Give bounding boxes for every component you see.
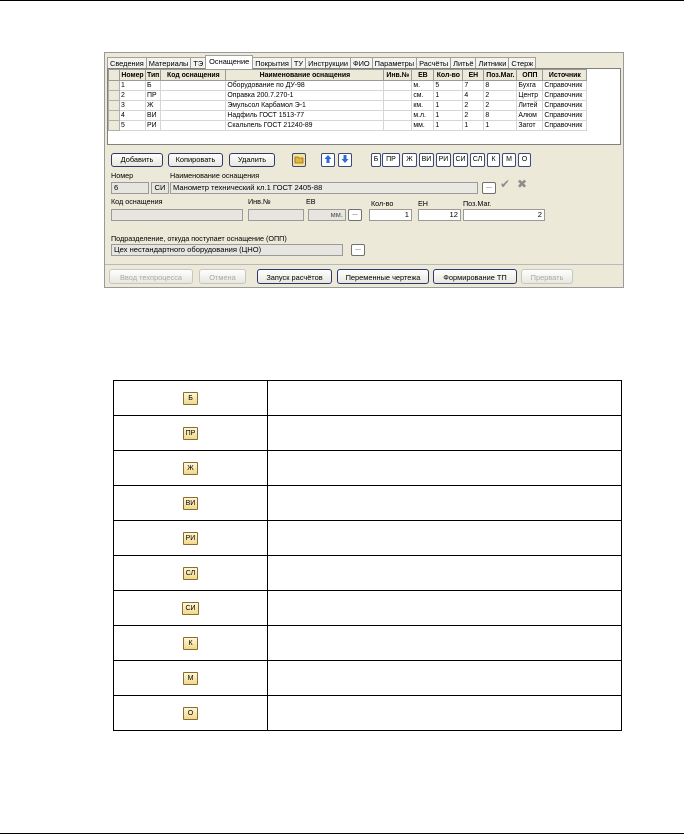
table-row[interactable] xyxy=(109,121,587,131)
col-header-inv[interactable]: Инв.№ xyxy=(384,70,412,81)
tab-svedeniya[interactable]: Сведения xyxy=(107,57,147,69)
enter-process-button[interactable]: Ввод техпроцесса xyxy=(109,269,193,284)
type-button[interactable]: М xyxy=(502,153,516,167)
name-label: Наименование оснащения xyxy=(170,171,260,180)
legend-key-button: ПР xyxy=(183,427,199,440)
table-cell: Ж xyxy=(146,101,161,111)
dept-label: Подразделение, откуда поступает оснащение (ОПП) xyxy=(111,234,287,243)
ev-browse-button[interactable]: ... xyxy=(348,209,362,221)
legend-row xyxy=(114,661,622,696)
legend-key-cell xyxy=(114,591,268,626)
legend-key-cell xyxy=(114,521,268,556)
tab-parametry[interactable]: Параметры xyxy=(372,57,417,69)
legend-key-button: ВИ xyxy=(183,497,199,510)
table-cell xyxy=(384,101,412,111)
col-header-ev[interactable]: ЕВ xyxy=(412,70,434,81)
application-window xyxy=(104,52,624,288)
folder-icon[interactable] xyxy=(292,153,306,167)
pos-field[interactable]: 2 xyxy=(463,209,545,221)
legend-row xyxy=(114,416,622,451)
table-cell: Справочник xyxy=(543,111,587,121)
col-header-opp[interactable]: ОПП xyxy=(517,70,543,81)
legend-description-cell xyxy=(268,591,622,626)
legend-row xyxy=(114,696,622,731)
col-header xyxy=(109,70,120,81)
type-field[interactable]: СИ xyxy=(151,182,169,194)
legend-key-cell xyxy=(114,451,268,486)
tab-fio[interactable]: ФИО xyxy=(350,57,373,69)
table-cell xyxy=(161,81,226,91)
table-cell: 8 xyxy=(484,81,517,91)
tab-bar xyxy=(107,55,623,69)
type-button[interactable]: РИ xyxy=(436,153,451,167)
code-field[interactable] xyxy=(111,209,243,221)
col-header-kolvo[interactable]: Кол-во xyxy=(434,70,463,81)
legend-row xyxy=(114,626,622,661)
legend-key-cell xyxy=(114,626,268,661)
table-cell: Б xyxy=(146,81,161,91)
en-label: ЕН xyxy=(418,199,428,208)
tab-raschety[interactable]: Расчёты xyxy=(416,57,451,69)
type-button[interactable]: ПР xyxy=(382,153,400,167)
dept-browse-button[interactable]: ... xyxy=(351,244,365,256)
legend-key-cell xyxy=(114,416,268,451)
type-button[interactable]: СЛ xyxy=(470,153,485,167)
legend-row xyxy=(114,556,622,591)
table-cell: Литей xyxy=(517,101,543,111)
ev-field[interactable]: мм. xyxy=(308,209,346,221)
legend-description-cell xyxy=(268,696,622,731)
table-cell: 3 xyxy=(120,101,146,111)
table-cell: 1 xyxy=(120,81,146,91)
table-cell: 4 xyxy=(463,91,484,101)
legend-key-cell xyxy=(114,696,268,731)
table-row[interactable] xyxy=(109,101,587,111)
legend-key-button: О xyxy=(183,707,198,720)
tab-litniki[interactable]: Литники xyxy=(475,57,509,69)
form-tp-button[interactable]: Формирование ТП xyxy=(433,269,517,284)
table-cell: 4 xyxy=(120,111,146,121)
ev-label: ЕВ xyxy=(306,197,316,206)
table-cell: 2 xyxy=(484,91,517,101)
legend-description-cell xyxy=(268,381,622,416)
table-cell: 1 xyxy=(463,121,484,131)
tab-te[interactable]: ТЭ xyxy=(190,57,206,69)
legend-description-cell xyxy=(268,451,622,486)
table-cell: 1 xyxy=(484,121,517,131)
cancel-button[interactable]: Отмена xyxy=(199,269,246,284)
table-cell: км. xyxy=(412,101,434,111)
col-header-tip[interactable]: Тип xyxy=(147,71,160,79)
row-selector[interactable] xyxy=(109,111,120,121)
legend-description-cell xyxy=(268,661,622,696)
table-cell xyxy=(161,91,226,101)
table-cell: 2 xyxy=(120,91,146,101)
col-header-en[interactable]: ЕН xyxy=(463,70,484,81)
run-calculations-button[interactable]: Запуск расчётов xyxy=(257,269,332,284)
en-field[interactable]: 12 xyxy=(418,209,461,221)
legend-key-cell xyxy=(114,381,268,416)
table-cell: м. xyxy=(412,81,434,91)
cancel-icon[interactable]: ✖ xyxy=(517,177,528,191)
divider xyxy=(105,264,623,265)
table-cell xyxy=(384,91,412,101)
table-row[interactable] xyxy=(109,91,587,101)
table-cell: Алюм xyxy=(517,111,543,121)
tab-osnashchenie[interactable]: Оснащение xyxy=(205,55,253,69)
table-cell: 1 xyxy=(434,121,463,131)
legend-key-button: Б xyxy=(183,392,198,405)
table-cell: 1 xyxy=(434,91,463,101)
confirm-icon[interactable]: ✔ xyxy=(500,177,511,191)
row-selector[interactable] xyxy=(109,91,120,101)
legend-key-cell xyxy=(114,661,268,696)
inv-field[interactable] xyxy=(248,209,304,221)
tab-tu[interactable]: ТУ xyxy=(291,57,306,69)
table-cell: ВИ xyxy=(146,111,161,121)
table-cell: мм. xyxy=(412,121,434,131)
inv-label: Инв.№ xyxy=(248,197,271,206)
table-cell: 5 xyxy=(120,121,146,131)
legend-description-cell xyxy=(268,521,622,556)
type-button[interactable]: ВИ xyxy=(419,153,434,167)
pos-label: Поз.Маг. xyxy=(463,199,492,208)
tab-materialy[interactable]: Материалы xyxy=(146,57,192,69)
col-header-pozmag[interactable]: Поз.Маг. xyxy=(484,70,517,81)
table-cell: Справочник xyxy=(543,81,587,91)
name-field[interactable]: Манометр технический кл.1 ГОСТ 2405-88 xyxy=(170,182,478,194)
table-cell xyxy=(384,81,412,91)
table-cell: 5 xyxy=(434,81,463,91)
table-cell: РИ xyxy=(146,121,161,131)
table-cell: Справочник xyxy=(543,101,587,111)
number-field[interactable]: 6 xyxy=(111,182,149,194)
table-cell xyxy=(384,121,412,131)
number-label: Номер xyxy=(111,171,134,180)
name-browse-button[interactable]: ... xyxy=(482,182,496,194)
legend-key-button: К xyxy=(183,637,198,650)
type-button[interactable]: СИ xyxy=(453,153,468,167)
stop-button[interactable]: Прервать xyxy=(521,269,573,284)
tab-instruktsii[interactable]: Инструкции xyxy=(305,57,351,69)
row-selector[interactable] xyxy=(109,101,120,111)
table-cell: см. xyxy=(412,91,434,101)
table-cell: 2 xyxy=(484,101,517,111)
add-button[interactable]: Добавить xyxy=(111,153,163,167)
table-cell: Бухга xyxy=(517,81,543,91)
legend-key-button: М xyxy=(183,672,198,685)
row-selector[interactable] xyxy=(109,81,120,91)
table-cell: 1 xyxy=(434,101,463,111)
top-rule xyxy=(0,0,684,1)
type-button[interactable]: К xyxy=(487,153,500,167)
legend-description-cell xyxy=(268,556,622,591)
table-cell: Справочник xyxy=(543,121,587,131)
row-selector[interactable] xyxy=(109,121,120,131)
legend-key-button: СИ xyxy=(182,602,198,615)
legend-key-button: СЛ xyxy=(183,567,198,580)
table-cell: ПР xyxy=(146,91,161,101)
table-cell xyxy=(161,111,226,121)
table-cell xyxy=(161,101,226,111)
legend-key-button: Ж xyxy=(183,462,198,475)
arrow-up-icon[interactable] xyxy=(321,153,335,167)
legend-row xyxy=(114,591,622,626)
col-header-istochnik[interactable]: Источник xyxy=(543,70,587,81)
table-cell: Эмульсол Карбамол Э-1 xyxy=(226,101,384,111)
table-cell: 2 xyxy=(463,101,484,111)
col-header-nomer[interactable]: Номер xyxy=(121,71,144,79)
table-row[interactable] xyxy=(109,111,587,121)
legend-row xyxy=(114,381,622,416)
legend-description-cell xyxy=(268,486,622,521)
tab-litye[interactable]: Литьё xyxy=(450,57,476,69)
table-cell xyxy=(161,121,226,131)
table-cell: Оправка 200.7.270-1 xyxy=(226,91,384,101)
arrow-down-icon[interactable] xyxy=(338,153,352,167)
table-header xyxy=(109,70,587,81)
table-cell: Центр xyxy=(517,91,543,101)
table-cell xyxy=(384,111,412,121)
type-button[interactable]: Ж xyxy=(402,153,417,167)
type-button[interactable]: О xyxy=(518,153,531,167)
legend-key-cell xyxy=(114,486,268,521)
equipment-grid[interactable] xyxy=(107,68,621,145)
dept-field[interactable]: Цех нестандартного оборудования (ЦНО) xyxy=(111,244,343,256)
table-cell: Оборудование по ДУ-98 xyxy=(226,81,384,91)
equipment-table xyxy=(108,69,587,131)
drawing-variables-button[interactable]: Переменные чертежа xyxy=(337,269,429,284)
tab-sterzhni[interactable]: Стерж xyxy=(508,57,536,69)
table-cell: м.л. xyxy=(412,111,434,121)
legend-table xyxy=(113,380,622,731)
table-cell: 8 xyxy=(484,111,517,121)
table-cell: 2 xyxy=(463,111,484,121)
delete-button[interactable]: Удалить xyxy=(229,153,275,167)
tab-pokrytiya[interactable]: Покрытия xyxy=(252,57,292,69)
table-body xyxy=(109,81,587,131)
copy-button[interactable]: Копировать xyxy=(168,153,223,167)
code-label: Код оснащения xyxy=(111,197,163,206)
legend-row xyxy=(114,451,622,486)
type-button[interactable]: Б xyxy=(371,153,381,167)
table-cell: Надфиль ГОСТ 1513-77 xyxy=(226,111,384,121)
legend-row xyxy=(114,486,622,521)
table-cell: Справочник xyxy=(543,91,587,101)
col-header-naimenovanie[interactable]: Наименование оснащения xyxy=(226,70,384,81)
legend-description-cell xyxy=(268,626,622,661)
table-row[interactable] xyxy=(109,81,587,91)
col-header-kod[interactable]: Код оснащения xyxy=(161,70,226,81)
table-cell: Загот xyxy=(517,121,543,131)
legend-key-button: РИ xyxy=(183,532,199,545)
legend-row xyxy=(114,521,622,556)
table-cell: Скальпель ГОСТ 21240-89 xyxy=(226,121,384,131)
table-cell: 7 xyxy=(463,81,484,91)
table-cell: 1 xyxy=(434,111,463,121)
legend-description-cell xyxy=(268,416,622,451)
legend-key-cell xyxy=(114,556,268,591)
qty-field[interactable]: 1 xyxy=(369,209,412,221)
bottom-rule xyxy=(0,833,684,834)
qty-label: Кол-во xyxy=(371,199,394,208)
